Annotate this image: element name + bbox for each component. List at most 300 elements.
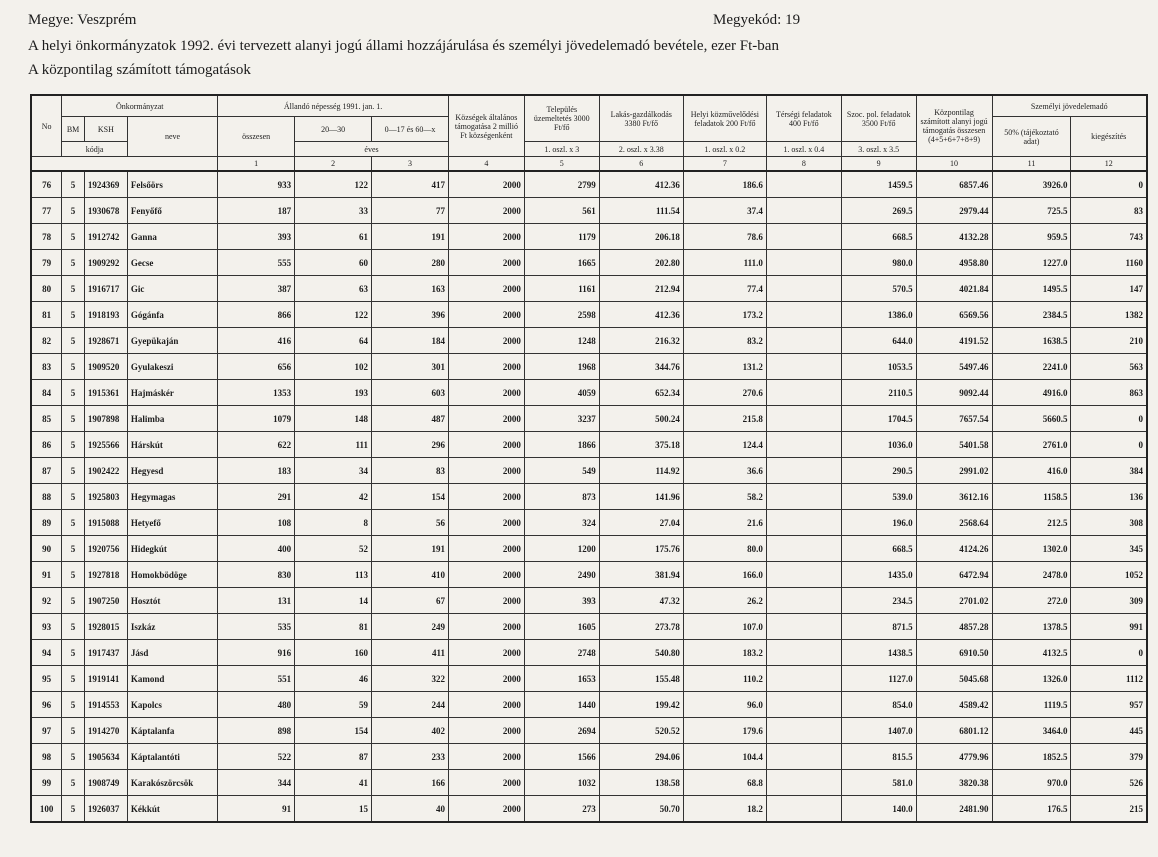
cell-c12: 83: [1071, 198, 1147, 224]
cell-c3: 191: [372, 224, 449, 250]
cell-c9: 2110.5: [841, 380, 916, 406]
cell-c1: 480: [218, 692, 295, 718]
col-kodja: kódja: [62, 142, 128, 157]
cell-name: Gecse: [127, 250, 217, 276]
cell-c2: 61: [295, 224, 372, 250]
cell-c5: 1179: [524, 224, 599, 250]
cell-c11: 1158.5: [992, 484, 1071, 510]
cell-c10: 2701.02: [916, 588, 992, 614]
col-helyi: Helyi közművelődési feladatok 200 Ft/fő: [683, 95, 766, 142]
cell-bm: 5: [62, 224, 85, 250]
cell-c5: 1248: [524, 328, 599, 354]
cell-c4: 2000: [448, 432, 524, 458]
cell-c6: 540.80: [599, 640, 683, 666]
cell-c5: 1605: [524, 614, 599, 640]
cell-c12: 1052: [1071, 562, 1147, 588]
cell-c11: 970.0: [992, 770, 1071, 796]
cell-bm: 5: [62, 250, 85, 276]
cell-c7: 80.0: [683, 536, 766, 562]
cell-name: Kamond: [127, 666, 217, 692]
table-row: [31, 692, 1147, 718]
col-num-11: 11: [992, 157, 1071, 172]
cell-bm: 5: [62, 796, 85, 823]
cell-c3: 603: [372, 380, 449, 406]
col-num-4: 4: [448, 157, 524, 172]
cell-c8: [766, 380, 841, 406]
cell-c2: 154: [295, 718, 372, 744]
cell-c5: 324: [524, 510, 599, 536]
cell-c7: 110.2: [683, 666, 766, 692]
cell-c11: 4132.5: [992, 640, 1071, 666]
cell-c9: 668.5: [841, 536, 916, 562]
cell-c3: 411: [372, 640, 449, 666]
cell-c6: 273.78: [599, 614, 683, 640]
cell-c6: 652.34: [599, 380, 683, 406]
cell-c9: 980.0: [841, 250, 916, 276]
cell-c11: 3926.0: [992, 171, 1071, 198]
cell-c8: [766, 406, 841, 432]
cell-c5: 561: [524, 198, 599, 224]
cell-c9: 140.0: [841, 796, 916, 823]
col-nepesseg: Állandó népesség 1991. jan. 1.: [218, 95, 449, 117]
cell-c4: 2000: [448, 562, 524, 588]
cell-name: Felsőörs: [127, 171, 217, 198]
cell-name: Káptalantóti: [127, 744, 217, 770]
cell-c10: 4857.28: [916, 614, 992, 640]
cell-c5: 1161: [524, 276, 599, 302]
cell-name: Káptalanfa: [127, 718, 217, 744]
cell-bm: 5: [62, 484, 85, 510]
cell-c7: 173.2: [683, 302, 766, 328]
cell-c2: 59: [295, 692, 372, 718]
cell-c2: 15: [295, 796, 372, 823]
cell-c7: 26.2: [683, 588, 766, 614]
cell-no: 81: [31, 302, 62, 328]
cell-c1: 555: [218, 250, 295, 276]
cell-c11: 1119.5: [992, 692, 1071, 718]
table-row: [31, 432, 1147, 458]
table-row: [31, 588, 1147, 614]
col-szja-50: 50% (tájékoztató adat): [992, 117, 1071, 157]
cell-c3: 191: [372, 536, 449, 562]
cell-c8: [766, 432, 841, 458]
cell-c11: 1302.0: [992, 536, 1071, 562]
cell-ksh: 1924369: [84, 171, 127, 198]
cell-c7: 186.6: [683, 171, 766, 198]
cell-c7: 18.2: [683, 796, 766, 823]
col-neve: neve: [127, 117, 217, 157]
cell-c9: 1459.5: [841, 171, 916, 198]
cell-c6: 381.94: [599, 562, 683, 588]
cell-c10: 5045.68: [916, 666, 992, 692]
cell-ksh: 1908749: [84, 770, 127, 796]
cell-c5: 2490: [524, 562, 599, 588]
cell-c3: 487: [372, 406, 449, 432]
cell-c8: [766, 171, 841, 198]
cell-c8: [766, 198, 841, 224]
table-row: [31, 406, 1147, 432]
cell-c5: 873: [524, 484, 599, 510]
cell-c6: 412.36: [599, 302, 683, 328]
cell-c4: 2000: [448, 224, 524, 250]
cell-c11: 1326.0: [992, 666, 1071, 692]
col-num-1: 1: [218, 157, 295, 172]
cell-c10: 7657.54: [916, 406, 992, 432]
cell-c9: 1704.5: [841, 406, 916, 432]
cell-bm: 5: [62, 432, 85, 458]
cell-c8: [766, 718, 841, 744]
cell-c9: 1053.5: [841, 354, 916, 380]
cell-c8: [766, 692, 841, 718]
cell-c1: 131: [218, 588, 295, 614]
cell-name: Hegymagas: [127, 484, 217, 510]
cell-c6: 375.18: [599, 432, 683, 458]
cell-c10: 5401.58: [916, 432, 992, 458]
cell-c6: 202.80: [599, 250, 683, 276]
cell-c8: [766, 536, 841, 562]
col-lakas: Lakás-gazdálkodás 3380 Ft/fő: [599, 95, 683, 142]
table-row: [31, 666, 1147, 692]
cell-c2: 34: [295, 458, 372, 484]
col-osszesen: összesen: [218, 117, 295, 157]
cell-c8: [766, 250, 841, 276]
cell-c6: 111.54: [599, 198, 683, 224]
cell-c10: 6910.50: [916, 640, 992, 666]
cell-ksh: 1919141: [84, 666, 127, 692]
cell-c5: 273: [524, 796, 599, 823]
cell-ksh: 1912742: [84, 224, 127, 250]
cell-c1: 933: [218, 171, 295, 198]
cell-c4: 2000: [448, 744, 524, 770]
table-row: [31, 302, 1147, 328]
cell-bm: 5: [62, 171, 85, 198]
cell-c6: 27.04: [599, 510, 683, 536]
cell-ksh: 1925566: [84, 432, 127, 458]
cell-c2: 8: [295, 510, 372, 536]
cell-c3: 396: [372, 302, 449, 328]
col-helyi-formula: 1. oszl. x 0.2: [683, 142, 766, 157]
cell-c11: 725.5: [992, 198, 1071, 224]
cell-c1: 183: [218, 458, 295, 484]
cell-c11: 3464.0: [992, 718, 1071, 744]
cell-c8: [766, 770, 841, 796]
cell-c10: 6472.94: [916, 562, 992, 588]
cell-c5: 1566: [524, 744, 599, 770]
cell-name: Gógánfa: [127, 302, 217, 328]
table-row: [31, 744, 1147, 770]
cell-no: 84: [31, 380, 62, 406]
cell-c1: 830: [218, 562, 295, 588]
table-row: [31, 171, 1147, 198]
cell-c7: 131.2: [683, 354, 766, 380]
cell-c9: 815.5: [841, 744, 916, 770]
cell-c12: 1112: [1071, 666, 1147, 692]
cell-c4: 2000: [448, 354, 524, 380]
table-row: [31, 640, 1147, 666]
cell-c10: 6801.12: [916, 718, 992, 744]
cell-name: Jásd: [127, 640, 217, 666]
cell-c5: 1653: [524, 666, 599, 692]
table-row: [31, 770, 1147, 796]
cell-c4: 2000: [448, 614, 524, 640]
cell-bm: 5: [62, 406, 85, 432]
cell-ksh: 1928671: [84, 328, 127, 354]
cell-c2: 160: [295, 640, 372, 666]
cell-c10: 6857.46: [916, 171, 992, 198]
cell-c11: 1495.5: [992, 276, 1071, 302]
col-kozponti: Központilag számított alanyi jogú támogatás összesen (4+5+6+7+8+9): [916, 95, 992, 157]
table-row: [31, 562, 1147, 588]
cell-c11: 2478.0: [992, 562, 1071, 588]
cell-c12: 147: [1071, 276, 1147, 302]
cell-c2: 148: [295, 406, 372, 432]
cell-c10: 2481.90: [916, 796, 992, 823]
col-num-8: 8: [766, 157, 841, 172]
cell-c4: 2000: [448, 406, 524, 432]
col-num-3: 3: [372, 157, 449, 172]
cell-no: 77: [31, 198, 62, 224]
col-szoc: Szoc. pol. feladatok 3500 Ft/fő: [841, 95, 916, 142]
cell-c7: 215.8: [683, 406, 766, 432]
cell-c12: 308: [1071, 510, 1147, 536]
cell-c8: [766, 302, 841, 328]
cell-ksh: 1925803: [84, 484, 127, 510]
cell-c12: 445: [1071, 718, 1147, 744]
cell-c8: [766, 796, 841, 823]
cell-c10: 2568.64: [916, 510, 992, 536]
cell-c7: 107.0: [683, 614, 766, 640]
cell-c9: 1386.0: [841, 302, 916, 328]
cell-c1: 866: [218, 302, 295, 328]
cell-bm: 5: [62, 640, 85, 666]
cell-c5: 1968: [524, 354, 599, 380]
cell-c9: 668.5: [841, 224, 916, 250]
cell-bm: 5: [62, 276, 85, 302]
cell-c12: 0: [1071, 171, 1147, 198]
cell-bm: 5: [62, 692, 85, 718]
col-num-9: 9: [841, 157, 916, 172]
cell-ksh: 1918193: [84, 302, 127, 328]
cell-c3: 249: [372, 614, 449, 640]
cell-ksh: 1928015: [84, 614, 127, 640]
cell-no: 80: [31, 276, 62, 302]
cell-no: 86: [31, 432, 62, 458]
cell-name: Ganna: [127, 224, 217, 250]
cell-no: 90: [31, 536, 62, 562]
cell-c10: 6569.56: [916, 302, 992, 328]
cell-bm: 5: [62, 744, 85, 770]
cell-c7: 83.2: [683, 328, 766, 354]
cell-name: Iszkáz: [127, 614, 217, 640]
cell-c11: 416.0: [992, 458, 1071, 484]
cell-c11: 212.5: [992, 510, 1071, 536]
cell-c3: 244: [372, 692, 449, 718]
cell-c12: 215: [1071, 796, 1147, 823]
cell-c12: 379: [1071, 744, 1147, 770]
cell-bm: 5: [62, 666, 85, 692]
cell-c11: 176.5: [992, 796, 1071, 823]
cell-c5: 393: [524, 588, 599, 614]
cell-c11: 1378.5: [992, 614, 1071, 640]
cell-c8: [766, 744, 841, 770]
county-label: Megye: Veszprém: [28, 12, 137, 28]
cell-c11: 1227.0: [992, 250, 1071, 276]
cell-ksh: 1915361: [84, 380, 127, 406]
cell-no: 76: [31, 171, 62, 198]
cell-c12: 210: [1071, 328, 1147, 354]
cell-c1: 535: [218, 614, 295, 640]
cell-c12: 957: [1071, 692, 1147, 718]
col-telepules-formula: 1. oszl. x 3: [524, 142, 599, 157]
cell-c1: 898: [218, 718, 295, 744]
cell-c7: 124.4: [683, 432, 766, 458]
cell-bm: 5: [62, 510, 85, 536]
cell-c11: 2384.5: [992, 302, 1071, 328]
cell-c11: 5660.5: [992, 406, 1071, 432]
cell-no: 100: [31, 796, 62, 823]
cell-name: Gyepükaján: [127, 328, 217, 354]
col-num-10: 10: [916, 157, 992, 172]
cell-c4: 2000: [448, 198, 524, 224]
col-num-2: 2: [295, 157, 372, 172]
cell-c3: 301: [372, 354, 449, 380]
cell-c4: 2000: [448, 718, 524, 744]
cell-c4: 2000: [448, 380, 524, 406]
cell-c12: 863: [1071, 380, 1147, 406]
cell-ksh: 1917437: [84, 640, 127, 666]
cell-c3: 322: [372, 666, 449, 692]
cell-bm: 5: [62, 302, 85, 328]
cell-c2: 60: [295, 250, 372, 276]
cell-no: 93: [31, 614, 62, 640]
cell-c1: 1079: [218, 406, 295, 432]
cell-c6: 412.36: [599, 171, 683, 198]
cell-c12: 1160: [1071, 250, 1147, 276]
cell-c1: 916: [218, 640, 295, 666]
cell-ksh: 1907898: [84, 406, 127, 432]
cell-c5: 4059: [524, 380, 599, 406]
cell-c2: 111: [295, 432, 372, 458]
cell-c12: 1382: [1071, 302, 1147, 328]
cell-c8: [766, 614, 841, 640]
cell-c4: 2000: [448, 640, 524, 666]
col-onkormanyzat: Önkormányzat: [62, 95, 218, 117]
cell-c5: 3237: [524, 406, 599, 432]
cell-c2: 14: [295, 588, 372, 614]
cell-c12: 0: [1071, 406, 1147, 432]
cell-ksh: 1927818: [84, 562, 127, 588]
cell-c12: 136: [1071, 484, 1147, 510]
cell-c8: [766, 640, 841, 666]
cell-no: 94: [31, 640, 62, 666]
cell-no: 88: [31, 484, 62, 510]
cell-no: 98: [31, 744, 62, 770]
cell-c7: 104.4: [683, 744, 766, 770]
cell-c3: 280: [372, 250, 449, 276]
cell-c9: 539.0: [841, 484, 916, 510]
cell-no: 83: [31, 354, 62, 380]
table-row: [31, 718, 1147, 744]
col-num-7: 7: [683, 157, 766, 172]
cell-name: Hárskút: [127, 432, 217, 458]
cell-c2: 81: [295, 614, 372, 640]
cell-no: 87: [31, 458, 62, 484]
cell-c4: 2000: [448, 458, 524, 484]
cell-c12: 309: [1071, 588, 1147, 614]
cell-c1: 551: [218, 666, 295, 692]
county-code-label: Megyekód: 19: [713, 12, 801, 28]
cell-c4: 2000: [448, 666, 524, 692]
cell-c12: 991: [1071, 614, 1147, 640]
cell-c12: 384: [1071, 458, 1147, 484]
cell-c6: 47.32: [599, 588, 683, 614]
cell-no: 95: [31, 666, 62, 692]
cell-c6: 141.96: [599, 484, 683, 510]
cell-c2: 52: [295, 536, 372, 562]
cell-c8: [766, 588, 841, 614]
col-szja: Személyi jövedelemadó: [992, 95, 1147, 117]
document-subtitle: A központilag számított támogatások: [28, 62, 251, 78]
cell-c10: 5497.46: [916, 354, 992, 380]
cell-c8: [766, 666, 841, 692]
cell-c1: 344: [218, 770, 295, 796]
cell-bm: 5: [62, 718, 85, 744]
cell-name: Hajmáskér: [127, 380, 217, 406]
cell-c11: 272.0: [992, 588, 1071, 614]
cell-c1: 393: [218, 224, 295, 250]
cell-c2: 64: [295, 328, 372, 354]
cell-c3: 184: [372, 328, 449, 354]
cell-ksh: 1920756: [84, 536, 127, 562]
cell-c9: 581.0: [841, 770, 916, 796]
cell-c4: 2000: [448, 328, 524, 354]
cell-c4: 2000: [448, 588, 524, 614]
cell-name: Halimba: [127, 406, 217, 432]
cell-c7: 166.0: [683, 562, 766, 588]
cell-c9: 1438.5: [841, 640, 916, 666]
table-row: [31, 484, 1147, 510]
cell-c11: 2241.0: [992, 354, 1071, 380]
cell-c9: 854.0: [841, 692, 916, 718]
cell-c6: 500.24: [599, 406, 683, 432]
cell-c5: 1032: [524, 770, 599, 796]
table-row: [31, 354, 1147, 380]
cell-bm: 5: [62, 562, 85, 588]
cell-c10: 3612.16: [916, 484, 992, 510]
cell-c9: 196.0: [841, 510, 916, 536]
cell-c6: 175.76: [599, 536, 683, 562]
cell-name: Fenyőfő: [127, 198, 217, 224]
table-header: [31, 95, 1147, 171]
cell-c6: 212.94: [599, 276, 683, 302]
col-age-20-30: 20—30: [295, 117, 372, 142]
cell-c10: 4191.52: [916, 328, 992, 354]
cell-c2: 102: [295, 354, 372, 380]
cell-c11: 1852.5: [992, 744, 1071, 770]
cell-c1: 400: [218, 536, 295, 562]
cell-name: Hidegkút: [127, 536, 217, 562]
cell-c5: 2799: [524, 171, 599, 198]
cell-no: 85: [31, 406, 62, 432]
cell-c1: 656: [218, 354, 295, 380]
cell-c6: 216.32: [599, 328, 683, 354]
table-row: [31, 614, 1147, 640]
cell-c4: 2000: [448, 171, 524, 198]
cell-no: 89: [31, 510, 62, 536]
table-row: [31, 198, 1147, 224]
table-row: [31, 510, 1147, 536]
cell-c4: 2000: [448, 536, 524, 562]
